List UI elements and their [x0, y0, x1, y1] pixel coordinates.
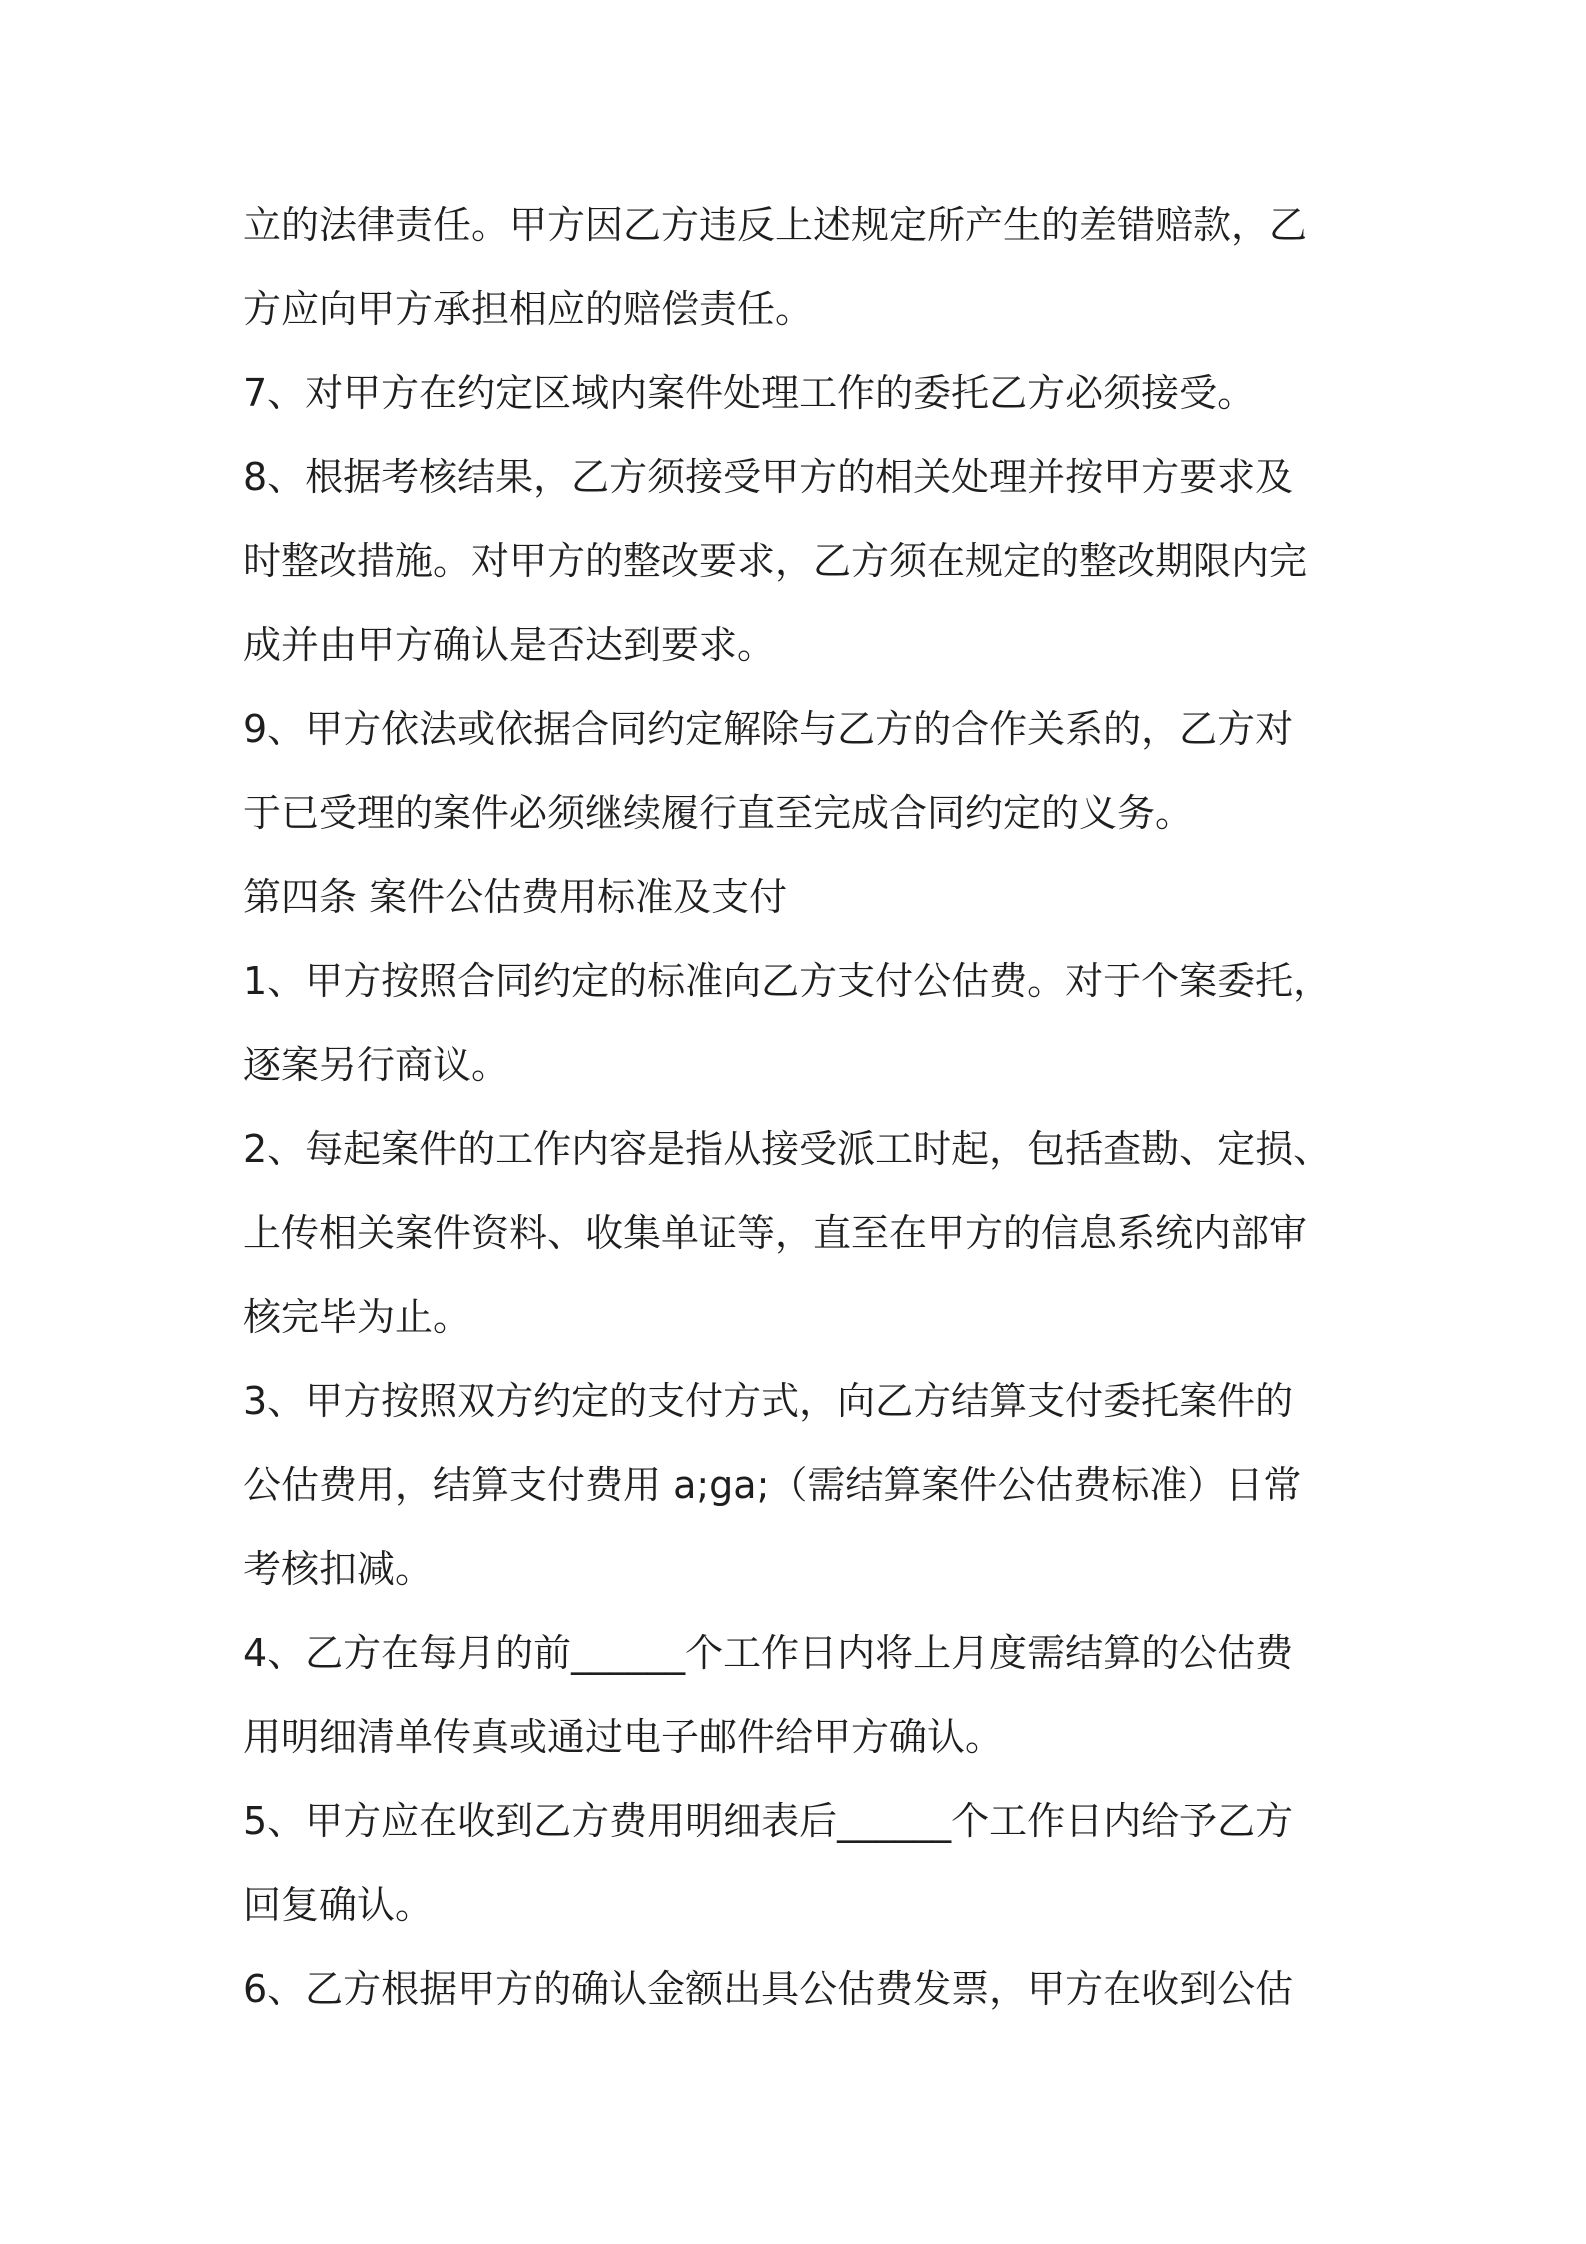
text-line: 回复确认。 [243, 1883, 434, 1927]
text-line: 用明细清单传真或通过电子邮件给甲方确认。 [243, 1715, 1004, 1759]
text-line: 9、甲方依法或依据合同约定解除与乙方的合作关系的，乙方对 [243, 707, 1294, 751]
text-line: 核完毕为止。 [243, 1295, 472, 1339]
text-line: 2、每起案件的工作内容是指从接受派工时起，包括查勘、定损、 [243, 1127, 1332, 1171]
document-body [243, 200, 1363, 2048]
text-line: 4、乙方在每月的前______个工作日内将上月度需结算的公估费 [243, 1631, 1294, 1675]
text-line: 时整改措施。对甲方的整改要求，乙方须在规定的整改期限内完 [243, 539, 1308, 583]
text-line: 8、根据考核结果，乙方须接受甲方的相关处理并按甲方要求及 [243, 455, 1294, 499]
text-line: 成并由甲方确认是否达到要求。 [243, 623, 776, 667]
text-line: 方应向甲方承担相应的赔偿责任。 [243, 287, 814, 331]
text-line: 公估费用，结算支付费用 a;ga;（需结算案件公估费标准）日常 [243, 1463, 1302, 1507]
text-line: 5、甲方应在收到乙方费用明细表后______个工作日内给予乙方 [243, 1799, 1294, 1843]
text-line: 6、乙方根据甲方的确认金额出具公估费发票，甲方在收到公估 [243, 1967, 1294, 2011]
text-line: 7、对甲方在约定区域内案件处理工作的委托乙方必须接受。 [243, 371, 1256, 415]
text-line: 3、甲方按照双方约定的支付方式，向乙方结算支付委托案件的 [243, 1379, 1294, 1423]
text-line: 逐案另行商议。 [243, 1043, 510, 1087]
text-line: 1、甲方按照合同约定的标准向乙方支付公估费。对于个案委托， [243, 959, 1332, 1003]
section-heading: 第四条 案件公估费用标准及支付 [243, 875, 788, 919]
text-line: 上传相关案件资料、收集单证等，直至在甲方的信息系统内部审 [243, 1211, 1308, 1255]
text-line: 立的法律责任。甲方因乙方违反上述规定所产生的差错赔款，乙 [243, 203, 1308, 247]
text-line: 考核扣减。 [243, 1547, 434, 1591]
text-line: 于已受理的案件必须继续履行直至完成合同约定的义务。 [243, 791, 1194, 835]
